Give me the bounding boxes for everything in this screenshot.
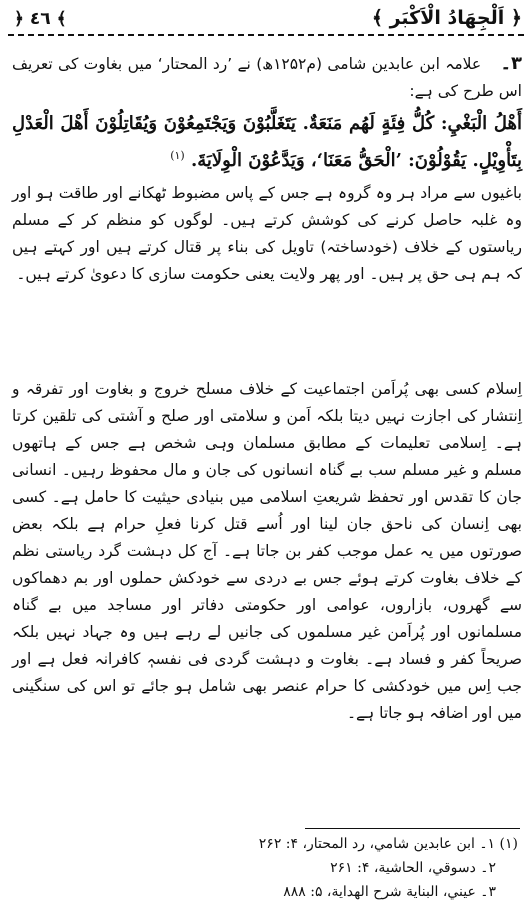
page-header — [14, 4, 522, 32]
paragraph-3-text: علامہ ابن عابدین شامی (م۱۲۵۲ھ) نے ’رد المحتار‘ میں بغاوت کی تعریف اس طرح کی ہے: — [12, 55, 522, 100]
footnote-divider — [305, 828, 520, 829]
arabic-quotation — [12, 108, 522, 177]
footnote-item: (۱) ۱۔ ابن عابدين شامي، رد المحتار، ۴: ۲۶۲ — [258, 836, 518, 852]
arabic-quotation-text: أَهْلُ الْبَغْيِ: كُلُّ فِئَةٍ لَهُم مَنَعَةٌ. يَتَغَلَّبُوْنَ وَيَجْتَمِعُوْنَ وَيُقَاتِلُوْنَ أَهْلَ الْعَدْلِ بِتَأْوِيْلٍ. يَقُوْلُوْنَ: ’الْحَقُّ مَعَنَا‘، وَيَدَّعُوْنَ الْوِلَايَةَ. — [12, 113, 522, 171]
body-paragraph-text: اِسلام کسی بھی پُراَمن اجتماعیت کے خلاف مسلح خروج و بغاوت اور تفرقہ و اِنتشار کی اجازت نہیں دیتا بلکہ اَمن و سلامتی اور صلح و آشتی کی تلقین کرتا ہے۔ اِسلامی تعلیمات کے مطابق مسلمان وہی شخص ہے جس کے ہاتھوں مسلم و غیر مسلم سب بے گناہ انسانوں کی جان و مال محفوظ رہیں۔ انسانی جان کا تقدس اور تحفظ شریعتِ اسلامی میں بنیادی حیثیت کا حامل ہے۔ کسی بھی اِنسان کی ناحق جان لینا اور اُسے قتل کرنا فعلِ حرام ہے بلکہ بعض صورتوں میں یہ عمل موجب کفر بن جاتا ہے۔ آج کل دہشت گرد ریاستی نظم کے خلاف بغاوت کرتے ہوئے جس بے دردی سے خودکش حملوں اور بم دھماکوں سے گھروں، بازاروں، عوامی اور حکومتی دفاتر اور مساجد میں بے گناہ مسلمانوں اور پُراَمن غیر مسلموں کی جانیں لے رہے ہیں وہ جہاد نہیں بلکہ صریحاً کفر و فساد ہے۔ بغاوت و دہشت گردی فی نفسہٖ کافرانہ فعل ہے اور جب اِس میں خودکشی کا حرام عنصر بھی شامل ہو جائے تو اس کی سنگینی میں اور اضافہ ہو جاتا ہے۔ — [12, 380, 522, 722]
header-divider — [8, 34, 524, 36]
paragraph-3 — [12, 50, 522, 105]
translation-paragraph — [12, 180, 522, 288]
page-number: ﴿ ٤٦ ﴾ — [14, 8, 67, 29]
translation-text: باغیوں سے مراد ہر وہ گروہ ہے جس کے پاس مضبوط ٹھکانے اور طاقت ہو اور وہ غلبہ حاصل کرنے کی کوشش کرتے ہیں۔ لوگوں کو منظم کر کے مسلم ریاستوں کے خلاف (خودساختہ) تاویل کی بناء پر قتال کرتے ہیں اور کہتے ہیں کہ ہم ہی حق پر ہیں۔ اور پھر ولایت یعنی حکومت سازی کا دعویٰ کرتے ہیں۔ — [12, 184, 522, 283]
footnotes — [20, 832, 518, 904]
footnote-reference: (۱) — [170, 149, 185, 162]
body-paragraph — [12, 376, 522, 727]
footnote-item: ۲۔ دسوقي، الحاشية، ۴: ۲۶۱ — [330, 860, 496, 876]
paragraph-number: ۳۔ — [500, 53, 523, 74]
book-title: ﴿ اَلْجِهَادُ الْاَکْبَر ﴾ — [371, 7, 522, 29]
footnote-item: ۳۔ عيني، البناية شرح الهداية، ۵: ۸۸۸ — [283, 884, 496, 900]
